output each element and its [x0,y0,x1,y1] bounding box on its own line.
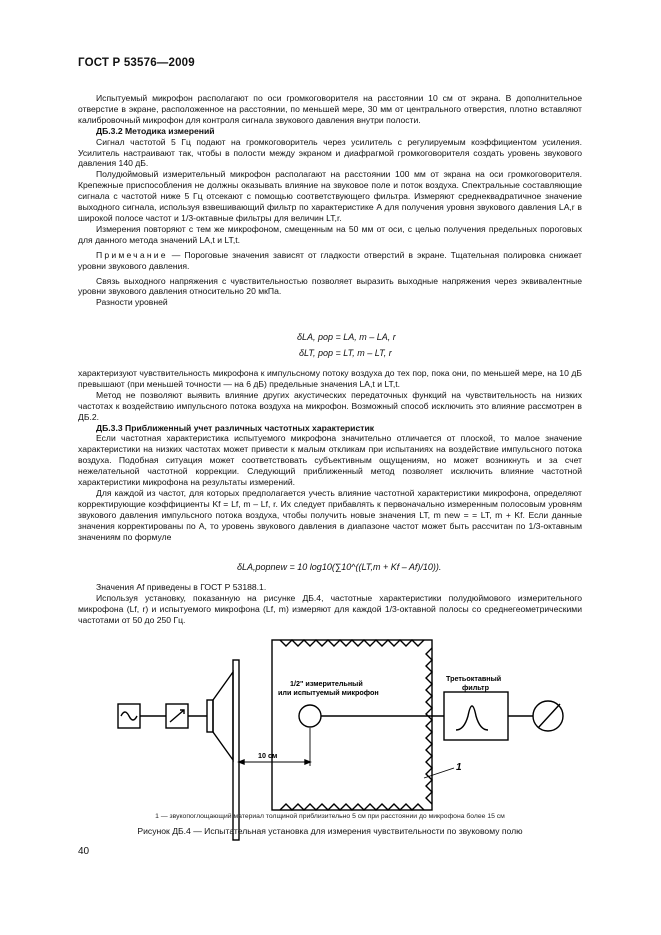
speaker-magnet [207,700,213,732]
figure-caption: Рисунок ДБ.4 — Испытательная установка для измерения чувствительности по звуковому полю [137,826,523,836]
mic-label-2: или испытуемый микрофон [278,688,379,697]
paragraph: Для каждой из частот, для которых предполагается учесть влияние частотной характеристики микрофона, определяют корректирующие коэффициенты Kf = Lf, m – Lf, r. Их следует прибавлять к первоначально измеренным полосовым уровням звукового давления импульсного потока воздуха, чтобы получить новые значения LT, m new = = LT, m + Kf. Если данные значения корректированы по A, то уровень звукового давления в диапазоне частот может быть рассчитан по 1/3-октавным значениям по формуле [78,487,582,542]
amplifier-arrow-icon [170,710,184,722]
paragraph: Метод не позволяют выявить влияние других акустических передаточных функций на чувствительность на низких частотах к воздействию импульсного потока воздуха на микрофон. Возможный способ исключить это влияние рассмотрен в ДБ.2. [78,389,582,422]
paragraph: Сигнал частотой 5 Гц подают на громкоговоритель через усилитель с регулируемым коэффициентом усиления. Усилитель настраивают так, чтобы в полости между экраном и диафрагмой громкоговорителя создать уровень звукового давления 140 дБ. [78,136,582,169]
paragraph: Связь выходного напряжения с чувствительностью позволяет выразить выходные напряжения через эквивалентные уровни звукового давления относительно 20 мкПа. [78,275,582,297]
callout-line [424,768,454,778]
note-label: Примечание [96,249,168,260]
filter-label-2: фильтр [462,683,489,692]
bandpass-icon [456,706,488,730]
paragraph: Измерения повторяют с тем же микрофоном, смещенным на 50 мм от оси, с целью получения предельных пороговых для данного метода значений LA,t и LT,t. [78,223,582,245]
distance-label: 10 см [258,751,278,760]
formula-3: δLA,popnew = 10 log10(∑10^((LT,m + Kf – Af)/10)). [237,562,442,572]
paragraph: Используя установку, показанную на рисунке ДБ.4, частотные характеристики полудюймового измерительного микрофона (Lf, r) и испытуемого микрофона (Lf, m) измеряют для каждой 1/3-октавной полосы со среднегеометрическими частотами от 50 до 250 Гц. [78,592,582,625]
sine-wave-icon [121,712,137,720]
paragraph: Полудюймовый измерительный микрофон располагают на расстоянии 100 мм от экрана на оси громкоговорителя. Крепежные приспособления не должны оказывать влияние на звуковое поле и поток воздуха. Спектральные составляющие сигнала с частотой ниже 5 Гц отсекают с помощью соответствующего фильтра. Измеряют среднеквадратичное значение выходного сигнала, используя взвешивающий фильтр по характеристике A для получения уровня звукового давления LA,r в широкой полосе частот и 1/3-октавные фильтры для величин LT,r. [78,169,582,223]
paragraph: Если частотная характеристика испытуемого микрофона значительно отличается от плоской, то малое значение характеристики на низких частотах может привести к малым откликам при испытаниях на воздействие импульсного потока воздуха. Подобная ситуация может соответствовать субъективным ощущениям, но может возникнуть и за счет нежелательной частотной коррекции. Следующий приближенный метод позволяет исключить влияние частотной характеристики микрофона на результаты измерений. [78,433,582,488]
note-text: — Пороговые значения зависят от гладкости отверстий в экране. Тщательная полировка снижает уровни звукового давления. [78,249,582,271]
figure-legend: 1 — звукопоглощающий материал толщиной приблизительно 5 см при расстоянии до микрофона более 15 см [155,813,505,820]
loudspeaker-icon [213,672,233,760]
absorber-chamber [272,640,432,810]
mic-label-1: 1/2" измерительный [290,679,363,688]
paragraph: Значения Af приведены в ГОСТ Р 53188.1. [96,582,267,592]
paragraph: Испытуемый микрофон располагают по оси громкоговорителя на расстоянии 10 см от экрана. В дополнительное отверстие в экране, расположенное на расстоянии, по меньшей мере, 30 мм от центрального отверстия, плотно вставляют калибровочный микрофон для контроля сигнала звукового давления внутри полости. [78,93,582,125]
absorber-top [280,640,424,646]
document-header: ГОСТ Р 53576—2009 [78,57,195,69]
formula-2: δLT, pop = LT, m – LT, r [299,348,392,358]
section-heading: ДБ.3.2 Методика измерений [96,125,215,136]
paragraph: характеризуют чувствительность микрофона к импульсному потоку воздуха до тех пор, пока они, по меньшей мере, на 10 дБ превышают (при меньшей точности — на 6 дБ) предельные значения LA,t и LT,t. [78,368,582,389]
absorber-bottom [280,804,424,810]
callout-number: 1 [456,762,462,773]
microphone-icon [299,705,321,727]
section-heading: ДБ.3.3 Приближенный учет различных частотных характеристик [96,422,375,433]
page-number: 40 [78,846,90,857]
filter-label-1: Третьоктавный [446,674,502,683]
formula-1: δLA, pop = LA, m – LA, r [297,332,396,342]
absorber-right [426,648,432,804]
paragraph: Разности уровней [96,297,168,308]
